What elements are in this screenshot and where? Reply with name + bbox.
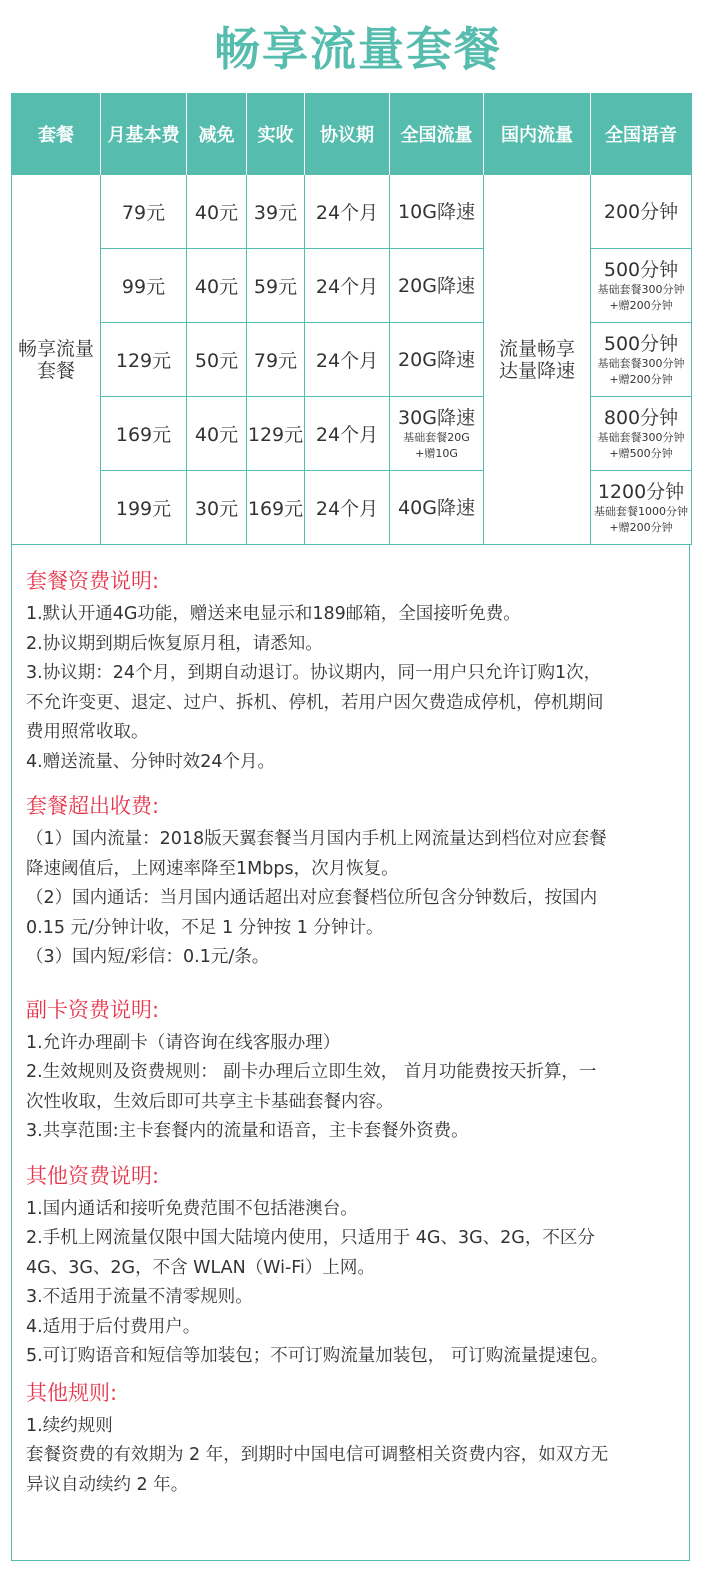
section-overage-fees <box>26 791 686 973</box>
national-data-cell <box>390 175 484 249</box>
voice-cell <box>591 471 692 545</box>
note-line: 次性收取，生效后即可共享主卡基础套餐内容。 <box>26 1091 394 1112</box>
national-data-cell <box>390 249 484 323</box>
note-line: 降速阈值后，上网速率降至1Mbps，次月恢复。 <box>26 858 399 879</box>
data-note: +赠10G <box>415 446 458 460</box>
section-other-rules <box>26 1378 686 1501</box>
actual-cell: 129元 <box>247 397 305 471</box>
note-line: 3.协议期：24个月，到期自动退订。协议期内，同一用户只允许订购1次， <box>26 663 602 683</box>
term-cell: 24个月 <box>305 471 390 545</box>
fee-cell: 79元 <box>101 175 187 249</box>
note-line: 费用照常收取。 <box>26 722 149 742</box>
plan-table <box>11 93 692 545</box>
voice-note: +赠200分钟 <box>609 372 673 386</box>
note-line: 4.适用于后付费用户。 <box>26 1316 201 1337</box>
header-cell: 月基本费 <box>101 93 187 175</box>
note-line: 0.15 元/分钟计收，不足 1 分钟按 1 分钟计。 <box>26 917 384 938</box>
note-line: 3.不适用于流量不清零规则。 <box>26 1287 253 1307</box>
header-cell: 协议期 <box>305 93 390 175</box>
note-line: 1.续约规则 <box>26 1415 113 1436</box>
note-line: 1.允许办理副卡（请咨询在线客服办理） <box>26 1032 341 1053</box>
discount-cell: 40元 <box>187 175 247 249</box>
data-main: 20G降速 <box>398 274 475 297</box>
note-line: 2.生效规则及资费规则： 副卡办理后立即生效， 首月功能费按天折算，一 <box>26 1062 597 1082</box>
plan-name: 畅享流量套餐 <box>17 337 94 382</box>
header-cell: 套餐 <box>12 93 101 175</box>
fee-cell: 129元 <box>101 323 187 397</box>
section-title: 其他规则: <box>26 1380 118 1405</box>
note-line: 不允许变更、退定、过户、拆机、停机，若用户因欠费造成停机，停机期间 <box>26 692 604 713</box>
voice-main: 500分钟 <box>603 332 679 355</box>
voice-note: 基础套餐300分钟 <box>597 282 685 296</box>
voice-main: 800分钟 <box>603 406 679 429</box>
section-secondary-card <box>26 995 686 1147</box>
header-cell: 减免 <box>187 93 247 175</box>
national-data-cell <box>390 323 484 397</box>
discount-cell: 50元 <box>187 323 247 397</box>
data-main: 10G降速 <box>398 200 475 223</box>
voice-note: 基础套餐1000分钟 <box>594 504 688 518</box>
voice-cell <box>591 175 692 249</box>
note-line: 4.赠送流量、分钟时效24个月。 <box>26 751 275 772</box>
section-title: 副卡资费说明: <box>26 997 160 1022</box>
data-note: 基础套餐20G <box>403 430 470 444</box>
voice-main: 200分钟 <box>603 200 679 223</box>
note-line: 套餐资费的有效期为 2 年，到期时中国电信可调整相关资费内容，如双方无 <box>26 1445 609 1465</box>
note-line: （3）国内短/彩信：0.1元/条。 <box>26 947 270 967</box>
actual-cell: 169元 <box>247 471 305 545</box>
voice-note: +赠200分钟 <box>609 520 673 534</box>
note-line: 1.默认开通4G功能，赠送来电显示和189邮箱，全国接听免费。 <box>26 604 521 624</box>
discount-cell: 40元 <box>187 249 247 323</box>
actual-cell: 39元 <box>247 175 305 249</box>
note-line: （1）国内流量：2018版天翼套餐当月国内手机上网流量达到档位对应套餐 <box>26 829 607 849</box>
fee-cell: 199元 <box>101 471 187 545</box>
table-header-row <box>12 93 692 175</box>
header-cell: 实收 <box>247 93 305 175</box>
term-cell: 24个月 <box>305 249 390 323</box>
notes-area <box>26 566 686 1500</box>
section-other-fees <box>26 1161 686 1372</box>
data-main: 40G降速 <box>398 496 475 519</box>
term-cell: 24个月 <box>305 175 390 249</box>
note-line: 2.手机上网流量仅限中国大陆境内使用，只适用于 4G、3G、2G，不区分 <box>26 1228 595 1248</box>
actual-cell: 79元 <box>247 323 305 397</box>
voice-note: +赠500分钟 <box>609 446 673 460</box>
section-package-fees <box>26 566 686 777</box>
note-line: 3.共享范围:主卡套餐内的流量和语音，主卡套餐外资费。 <box>26 1121 469 1141</box>
national-data-cell <box>390 397 484 471</box>
voice-main: 500分钟 <box>603 258 679 281</box>
term-cell: 24个月 <box>305 397 390 471</box>
note-line: 4G、3G、2G，不含 WLAN（Wi-Fi）上网。 <box>26 1257 375 1278</box>
voice-note: +赠200分钟 <box>609 298 673 312</box>
header-cell: 全国流量 <box>390 93 484 175</box>
plan-name-cell <box>12 175 101 545</box>
data-main: 20G降速 <box>398 348 475 371</box>
header-cell: 全国语音 <box>591 93 692 175</box>
voice-cell <box>591 249 692 323</box>
voice-note: 基础套餐300分钟 <box>597 430 685 444</box>
national-data-cell <box>390 471 484 545</box>
section-title: 其他资费说明: <box>26 1163 160 1188</box>
table-row <box>12 175 692 249</box>
note-line: 1.国内通话和接听免费范围不包括港澳台。 <box>26 1198 358 1219</box>
header-cell: 国内流量 <box>484 93 591 175</box>
section-title: 套餐资费说明: <box>26 569 160 593</box>
discount-cell: 40元 <box>187 397 247 471</box>
discount-cell: 30元 <box>187 471 247 545</box>
note-line: （2）国内通话：当月国内通话超出对应套餐档位所包含分钟数后，按国内 <box>26 888 598 908</box>
note-line: 异议自动续约 2 年。 <box>26 1474 189 1495</box>
voice-note: 基础套餐300分钟 <box>597 356 685 370</box>
section-title: 套餐超出收费: <box>26 794 160 818</box>
domestic-data-cell <box>484 175 591 545</box>
voice-cell <box>591 323 692 397</box>
actual-cell: 59元 <box>247 249 305 323</box>
voice-cell <box>591 397 692 471</box>
fee-cell: 99元 <box>101 249 187 323</box>
data-main: 30G降速 <box>398 406 475 429</box>
term-cell: 24个月 <box>305 323 390 397</box>
voice-main: 1200分钟 <box>597 480 685 503</box>
note-line: 2.协议期到期后恢复原月租，请悉知。 <box>26 633 323 654</box>
fee-cell: 169元 <box>101 397 187 471</box>
domestic-data: 流量畅享达量降速 <box>498 337 575 382</box>
page-title: 畅享流量套餐 <box>214 22 502 76</box>
note-line: 5.可订购语音和短信等加装包；不可订购流量加装包， 可订购流量提速包。 <box>26 1346 609 1366</box>
